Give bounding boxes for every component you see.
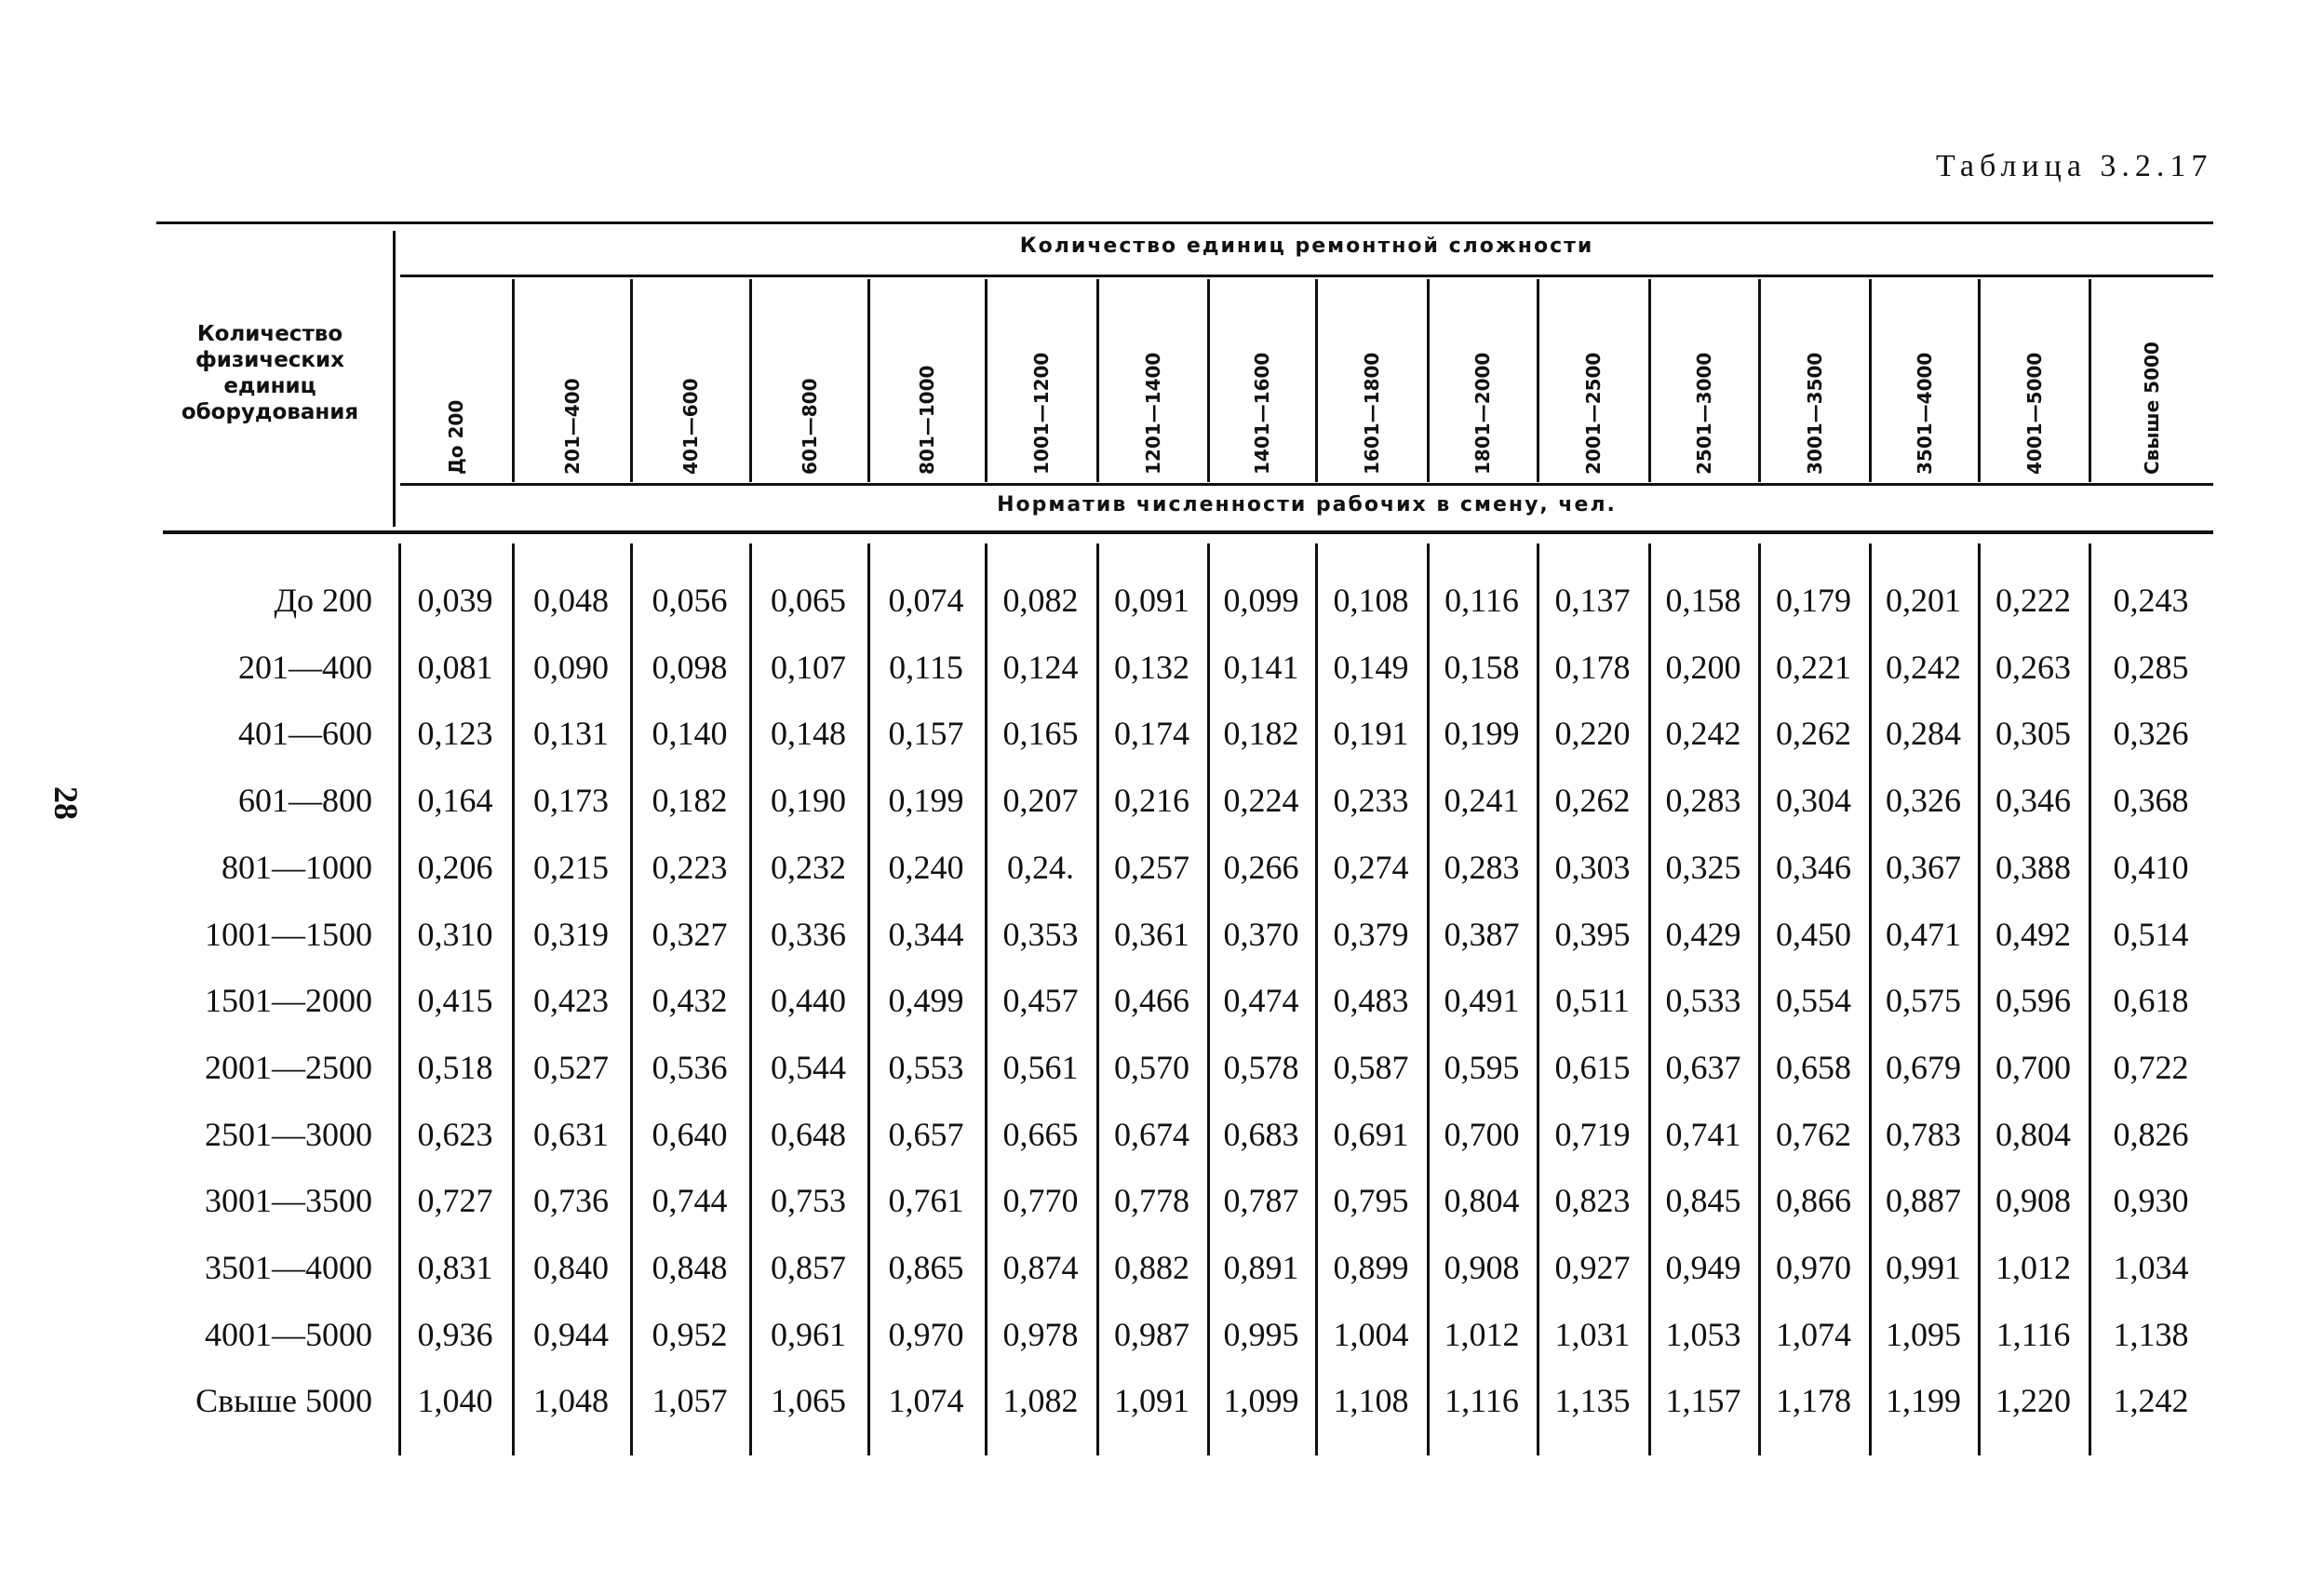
table-cell: 0,887 (1886, 1182, 1961, 1220)
table-cell: 0,232 (771, 848, 846, 886)
table-cell: 1,057 (652, 1382, 728, 1420)
table-cell: 0,840 (533, 1249, 609, 1286)
table-cell: 0,149 (1333, 648, 1409, 686)
table-cell: 0,978 (1002, 1315, 1079, 1353)
table-cell: 0,857 (771, 1249, 846, 1286)
table-cell: 0,440 (771, 982, 846, 1020)
column-header (1537, 284, 1648, 475)
table-cell: 0,132 (1114, 648, 1189, 686)
table-cell: 1,040 (417, 1382, 493, 1420)
table-cell: 0,24. (1007, 848, 1074, 886)
table-cell: 0,778 (1114, 1182, 1189, 1220)
column-header (1096, 284, 1207, 475)
table-cell: 1,116 (1995, 1315, 2071, 1353)
table-cell: 0,141 (1223, 648, 1299, 686)
column-header-label: 1801—2000 (1471, 352, 1494, 475)
table-cell: 0,242 (1886, 648, 1961, 686)
column-header (985, 284, 1096, 475)
table-cell: 0,243 (2113, 582, 2189, 619)
table-cell: 1,065 (771, 1382, 846, 1420)
table-cell: 1,242 (2113, 1382, 2189, 1420)
column-header-label: 2501—3000 (1693, 352, 1715, 475)
header-column-divider (1978, 279, 1981, 482)
table-cell: 0,262 (1776, 715, 1851, 753)
column-header-label: 1001—1200 (1030, 352, 1053, 475)
table-cell: 0,368 (2113, 782, 2189, 820)
table-cell: 0,899 (1333, 1249, 1409, 1286)
row-label: 4001—5000 (205, 1315, 372, 1353)
table-cell: 1,074 (1776, 1315, 1851, 1353)
table-cell: 0,658 (1776, 1048, 1851, 1086)
table-cell: 0,081 (417, 648, 493, 686)
column-header (1648, 284, 1758, 475)
column-header (2089, 284, 2213, 475)
table-cell: 0,995 (1223, 1315, 1299, 1353)
table-cell: 0,637 (1665, 1048, 1741, 1086)
table-cell: 0,303 (1554, 848, 1631, 886)
table-cell: 0,908 (1995, 1182, 2071, 1220)
table-cell: 0,762 (1776, 1115, 1851, 1153)
table-cell: 0,970 (888, 1315, 964, 1353)
table-cell: 0,131 (533, 715, 609, 753)
table-cell: 0,379 (1333, 915, 1409, 953)
table-cell: 0,410 (2113, 848, 2189, 886)
table-cell: 0,223 (652, 848, 728, 886)
table-cell: 0,623 (417, 1115, 493, 1153)
table-cell: 0,221 (1776, 648, 1851, 686)
table-cell: 0,233 (1333, 782, 1409, 820)
row-label: 801—1000 (222, 848, 372, 886)
table-cell: 0,241 (1444, 782, 1520, 820)
header-column-divider (1869, 279, 1872, 482)
table-cell: 0,826 (2113, 1115, 2189, 1153)
table-cell: 0,770 (1002, 1182, 1079, 1220)
column-header-label: 801—1000 (916, 365, 938, 475)
table-cell: 0,326 (1886, 782, 1961, 820)
table-cell: 1,099 (1223, 1382, 1299, 1420)
column-header-label: 601—800 (798, 378, 821, 475)
table-cell: 0,831 (417, 1249, 493, 1286)
header-column-divider (749, 279, 752, 482)
table-cell: 0,514 (2113, 915, 2189, 953)
table-cell: 0,492 (1995, 915, 2071, 953)
table-cell: 0,190 (771, 782, 846, 820)
table-cell: 1,095 (1886, 1315, 1961, 1353)
table-cell: 0,665 (1002, 1115, 1079, 1153)
table-cell: 1,082 (1002, 1382, 1079, 1420)
sub-header: Норматив численности рабочих в смену, чел. (997, 493, 1617, 516)
top-rule (156, 221, 2213, 224)
table-cell: 0,536 (652, 1048, 728, 1086)
row-label: До 200 (274, 582, 372, 619)
table-cell: 0,148 (771, 715, 846, 753)
table-cell: 1,053 (1665, 1315, 1741, 1353)
table-cell: 0,178 (1554, 648, 1631, 686)
header-column-divider (1758, 279, 1761, 482)
table-cell: 0,415 (417, 982, 493, 1020)
table-cell: 0,952 (652, 1315, 728, 1353)
table-cell: 0,098 (652, 648, 728, 686)
header-column-divider (512, 279, 515, 482)
table-cell: 0,274 (1333, 848, 1409, 886)
table-cell: 0,930 (2113, 1182, 2189, 1220)
header-column-divider (1315, 279, 1318, 482)
column-header-label: До 200 (445, 399, 467, 475)
table-cell: 0,518 (417, 1048, 493, 1086)
table-cell: 0,491 (1444, 982, 1520, 1020)
table-cell: 0,108 (1333, 582, 1409, 619)
table-cell: 0,124 (1002, 648, 1079, 686)
column-header-label: 1401—1600 (1251, 352, 1273, 475)
table-cell: 0,182 (652, 782, 728, 820)
table-cell: 0,361 (1114, 915, 1189, 953)
table-cell: 0,845 (1665, 1182, 1741, 1220)
table-cell: 0,074 (888, 582, 964, 619)
table-cell: 0,596 (1995, 982, 2071, 1020)
table-cell: 0,727 (417, 1182, 493, 1220)
row-label: Свыше 5000 (195, 1382, 372, 1420)
table-cell: 0,240 (888, 848, 964, 886)
table-cell: 0,744 (652, 1182, 728, 1220)
table-cell: 0,961 (771, 1315, 846, 1353)
table-cell: 0,466 (1114, 982, 1189, 1020)
table-cell: 0,174 (1114, 715, 1189, 753)
table-cell: 0,741 (1665, 1115, 1741, 1153)
column-header (867, 284, 985, 475)
header-column-divider (630, 279, 633, 482)
table-cell: 1,031 (1554, 1315, 1631, 1353)
table-cell: 0,325 (1665, 848, 1741, 886)
table-cell: 0,319 (533, 915, 609, 953)
header-column-divider (1096, 279, 1099, 482)
table-cell: 0,222 (1995, 582, 2071, 619)
table-cell: 0,305 (1995, 715, 2071, 753)
table-cell: 0,327 (652, 915, 728, 953)
column-header (398, 284, 512, 475)
table-cell: 0,736 (533, 1182, 609, 1220)
table-cell: 1,004 (1333, 1315, 1409, 1353)
column-header (1758, 284, 1869, 475)
table-cell: 1,157 (1665, 1382, 1741, 1420)
table-cell: 0,388 (1995, 848, 2071, 886)
table-cell: 0,450 (1776, 915, 1851, 953)
table-cell: 0,949 (1665, 1249, 1741, 1286)
table-cell: 0,618 (2113, 982, 2189, 1020)
table-cell: 0,242 (1665, 715, 1741, 753)
table-cell: 0,657 (888, 1115, 964, 1153)
table-cell: 0,263 (1995, 648, 2071, 686)
table-cell: 0,471 (1886, 915, 1961, 953)
table-cell: 0,936 (417, 1315, 493, 1353)
table-cell: 0,866 (1776, 1182, 1851, 1220)
column-header (1207, 284, 1315, 475)
column-header (630, 284, 749, 475)
table-cell: 0,578 (1223, 1048, 1299, 1086)
column-header (1427, 284, 1537, 475)
table-cell: 0,284 (1886, 715, 1961, 753)
column-header-label: 1601—1800 (1361, 352, 1383, 475)
table-cell: 0,691 (1333, 1115, 1409, 1153)
table-cell: 1,048 (533, 1382, 609, 1420)
table-cell: 0,631 (533, 1115, 609, 1153)
table-cell: 1,116 (1444, 1382, 1519, 1420)
table-cell: 0,865 (888, 1249, 964, 1286)
table-cell: 1,074 (888, 1382, 964, 1420)
table-cell: 0,157 (888, 715, 964, 753)
table-cell: 0,570 (1114, 1048, 1189, 1086)
table-cell: 0,554 (1776, 982, 1851, 1020)
table-cell: 0,158 (1665, 582, 1741, 619)
table-cell: 0,304 (1776, 782, 1851, 820)
column-header-label: 401—600 (679, 378, 702, 475)
table-cell: 0,091 (1114, 582, 1189, 619)
table-cell: 0,683 (1223, 1115, 1299, 1153)
table-cell: 0,310 (417, 915, 493, 953)
table-cell: 1,012 (1995, 1249, 2071, 1286)
table-cell: 0,891 (1223, 1249, 1299, 1286)
table-cell: 0,423 (533, 982, 609, 1020)
table-cell: 0,700 (1444, 1115, 1520, 1153)
table-cell: 0,511 (1555, 982, 1630, 1020)
table-cell: 0,795 (1333, 1182, 1409, 1220)
table-cell: 0,056 (652, 582, 728, 619)
table-cell: 0,544 (771, 1048, 846, 1086)
table-cell: 0,283 (1444, 848, 1520, 886)
table-cell: 0,206 (417, 848, 493, 886)
column-header (1978, 284, 2089, 475)
table-cell: 1,108 (1333, 1382, 1409, 1420)
table-cell: 0,207 (1002, 782, 1079, 820)
table-cell: 0,140 (652, 715, 728, 753)
header-left-border (393, 231, 396, 527)
table-cell: 0,874 (1002, 1249, 1079, 1286)
table-cell: 0,346 (1776, 848, 1851, 886)
row-label: 201—400 (238, 648, 372, 686)
header-column-divider (1427, 279, 1430, 482)
column-header (1315, 284, 1427, 475)
row-label: 2501—3000 (205, 1115, 372, 1153)
table-cell: 0,115 (889, 648, 963, 686)
table-cell: 0,527 (533, 1048, 609, 1086)
row-label: 3001—3500 (205, 1182, 372, 1220)
table-cell: 0,116 (1444, 582, 1519, 619)
header-divider-upper (400, 275, 2213, 277)
table-cell: 0,804 (1995, 1115, 2071, 1153)
table-cell: 0,090 (533, 648, 609, 686)
table-cell: 0,429 (1665, 915, 1741, 953)
table-cell: 1,135 (1554, 1382, 1631, 1420)
header-column-divider (1537, 279, 1539, 482)
table-cell: 0,123 (417, 715, 493, 753)
table-cell: 0,165 (1002, 715, 1079, 753)
table-cell: 0,927 (1554, 1249, 1631, 1286)
table-cell: 0,201 (1886, 582, 1961, 619)
header-column-divider (867, 279, 870, 482)
table-cell: 0,679 (1886, 1048, 1961, 1086)
table-cell: 0,107 (771, 648, 846, 686)
table-cell: 0,199 (888, 782, 964, 820)
table-cell: 0,220 (1554, 715, 1631, 753)
table-cell: 0,615 (1554, 1048, 1631, 1086)
table-cell: 0,753 (771, 1182, 846, 1220)
row-label: 1001—1500 (205, 915, 372, 953)
table-cell: 1,220 (1995, 1382, 2071, 1420)
table-cell: 0,164 (417, 782, 493, 820)
table-cell: 1,012 (1444, 1315, 1520, 1353)
table-cell: 0,326 (2113, 715, 2189, 753)
table-cell: 0,474 (1223, 982, 1299, 1020)
table-cell: 0,553 (888, 1048, 964, 1086)
table-cell: 0,199 (1444, 715, 1520, 753)
table-cell: 0,575 (1886, 982, 1961, 1020)
table-cell: 0,182 (1223, 715, 1299, 753)
header-column-divider (1207, 279, 1210, 482)
table-cell: 0,640 (652, 1115, 728, 1153)
table-cell: 0,787 (1223, 1182, 1299, 1220)
table-cell: 0,499 (888, 982, 964, 1020)
table-cell: 0,179 (1776, 582, 1851, 619)
table-cell: 0,587 (1333, 1048, 1409, 1086)
table-cell: 0,783 (1886, 1115, 1961, 1153)
column-header-label: 3001—3500 (1803, 352, 1826, 475)
table-cell: 0,285 (2113, 648, 2189, 686)
table-cell: 0,336 (771, 915, 846, 953)
table-cell: 0,099 (1223, 582, 1299, 619)
column-header-label: 2001—2500 (1582, 352, 1605, 475)
row-label: 401—600 (238, 715, 372, 753)
table-cell: 0,283 (1665, 782, 1741, 820)
header-bottom-rule (163, 530, 2213, 534)
table-cell: 1,199 (1886, 1382, 1961, 1420)
table-cell: 0,457 (1002, 982, 1079, 1020)
row-header: Количество физических единиц оборудования (181, 322, 359, 424)
table-cell: 0,804 (1444, 1182, 1520, 1220)
table-cell: 1,034 (2113, 1249, 2189, 1286)
header-column-divider (2089, 279, 2091, 482)
table-cell: 0,533 (1665, 982, 1741, 1020)
row-label: 3501—4000 (205, 1249, 372, 1286)
table-cell: 0,048 (533, 582, 609, 619)
column-header (1869, 284, 1978, 475)
table-cell: 0,432 (652, 982, 728, 1020)
table-cell: 0,908 (1444, 1249, 1520, 1286)
table-cell: 0,344 (888, 915, 964, 953)
table-label: Таблица 3.2.17 (1936, 149, 2213, 183)
column-header (512, 284, 630, 475)
table-cell: 0,173 (533, 782, 609, 820)
header-column-divider (1648, 279, 1651, 482)
table-cell: 0,039 (417, 582, 493, 619)
table-cell: 0,674 (1114, 1115, 1189, 1153)
table-cell: 0,224 (1223, 782, 1299, 820)
table-cell: 0,216 (1114, 782, 1189, 820)
table-cell: 0,722 (2113, 1048, 2189, 1086)
table-cell: 0,065 (771, 582, 846, 619)
column-header-label: 201—400 (560, 378, 584, 475)
table-cell: 0,395 (1554, 915, 1631, 953)
header-column-divider (985, 279, 988, 482)
table-cell: 0,719 (1554, 1115, 1631, 1153)
top-header: Количество единиц ремонтной сложности (1019, 235, 1594, 258)
table-cell: 0,483 (1333, 982, 1409, 1020)
page-number: 28 (47, 786, 85, 820)
table-cell: 0,987 (1114, 1315, 1189, 1353)
table-cell: 1,178 (1776, 1382, 1851, 1420)
table-cell: 0,648 (771, 1115, 846, 1153)
table-cell: 0,262 (1554, 782, 1631, 820)
table-cell: 0,200 (1665, 648, 1741, 686)
row-label: 2001—2500 (205, 1048, 372, 1086)
row-label: 601—800 (238, 782, 372, 820)
table-cell: 0,137 (1554, 582, 1631, 619)
table-cell: 0,367 (1886, 848, 1961, 886)
table-cell: 0,082 (1002, 582, 1079, 619)
table-cell: 0,970 (1776, 1249, 1851, 1286)
table-cell: 0,991 (1886, 1249, 1961, 1286)
column-header-label: Свыше 5000 (2141, 342, 2163, 475)
table-cell: 0,257 (1114, 848, 1189, 886)
table-cell: 0,761 (888, 1182, 964, 1220)
column-header-label: 1201—1400 (1141, 352, 1164, 475)
table-cell: 0,158 (1444, 648, 1520, 686)
table-cell: 1,091 (1114, 1382, 1189, 1420)
table-cell: 0,346 (1995, 782, 2071, 820)
column-header-label: 3501—4000 (1913, 352, 1936, 475)
table-cell: 0,882 (1114, 1249, 1189, 1286)
table-cell: 0,595 (1444, 1048, 1520, 1086)
table-cell: 0,215 (533, 848, 609, 886)
header-divider-lower (400, 483, 2213, 486)
column-header (749, 284, 867, 475)
table-cell: 0,191 (1333, 715, 1409, 753)
table-cell: 1,138 (2113, 1315, 2189, 1353)
row-label: 1501—2000 (205, 982, 372, 1020)
column-header-label: 4001—5000 (2022, 352, 2046, 475)
table-cell: 0,370 (1223, 915, 1299, 953)
table-cell: 0,700 (1995, 1048, 2071, 1086)
table-cell: 0,266 (1223, 848, 1299, 886)
table-cell: 0,387 (1444, 915, 1520, 953)
table-cell: 0,848 (652, 1249, 728, 1286)
table-cell: 0,561 (1002, 1048, 1079, 1086)
table-cell: 0,823 (1554, 1182, 1631, 1220)
table-cell: 0,353 (1002, 915, 1079, 953)
table-cell: 0,944 (533, 1315, 609, 1353)
